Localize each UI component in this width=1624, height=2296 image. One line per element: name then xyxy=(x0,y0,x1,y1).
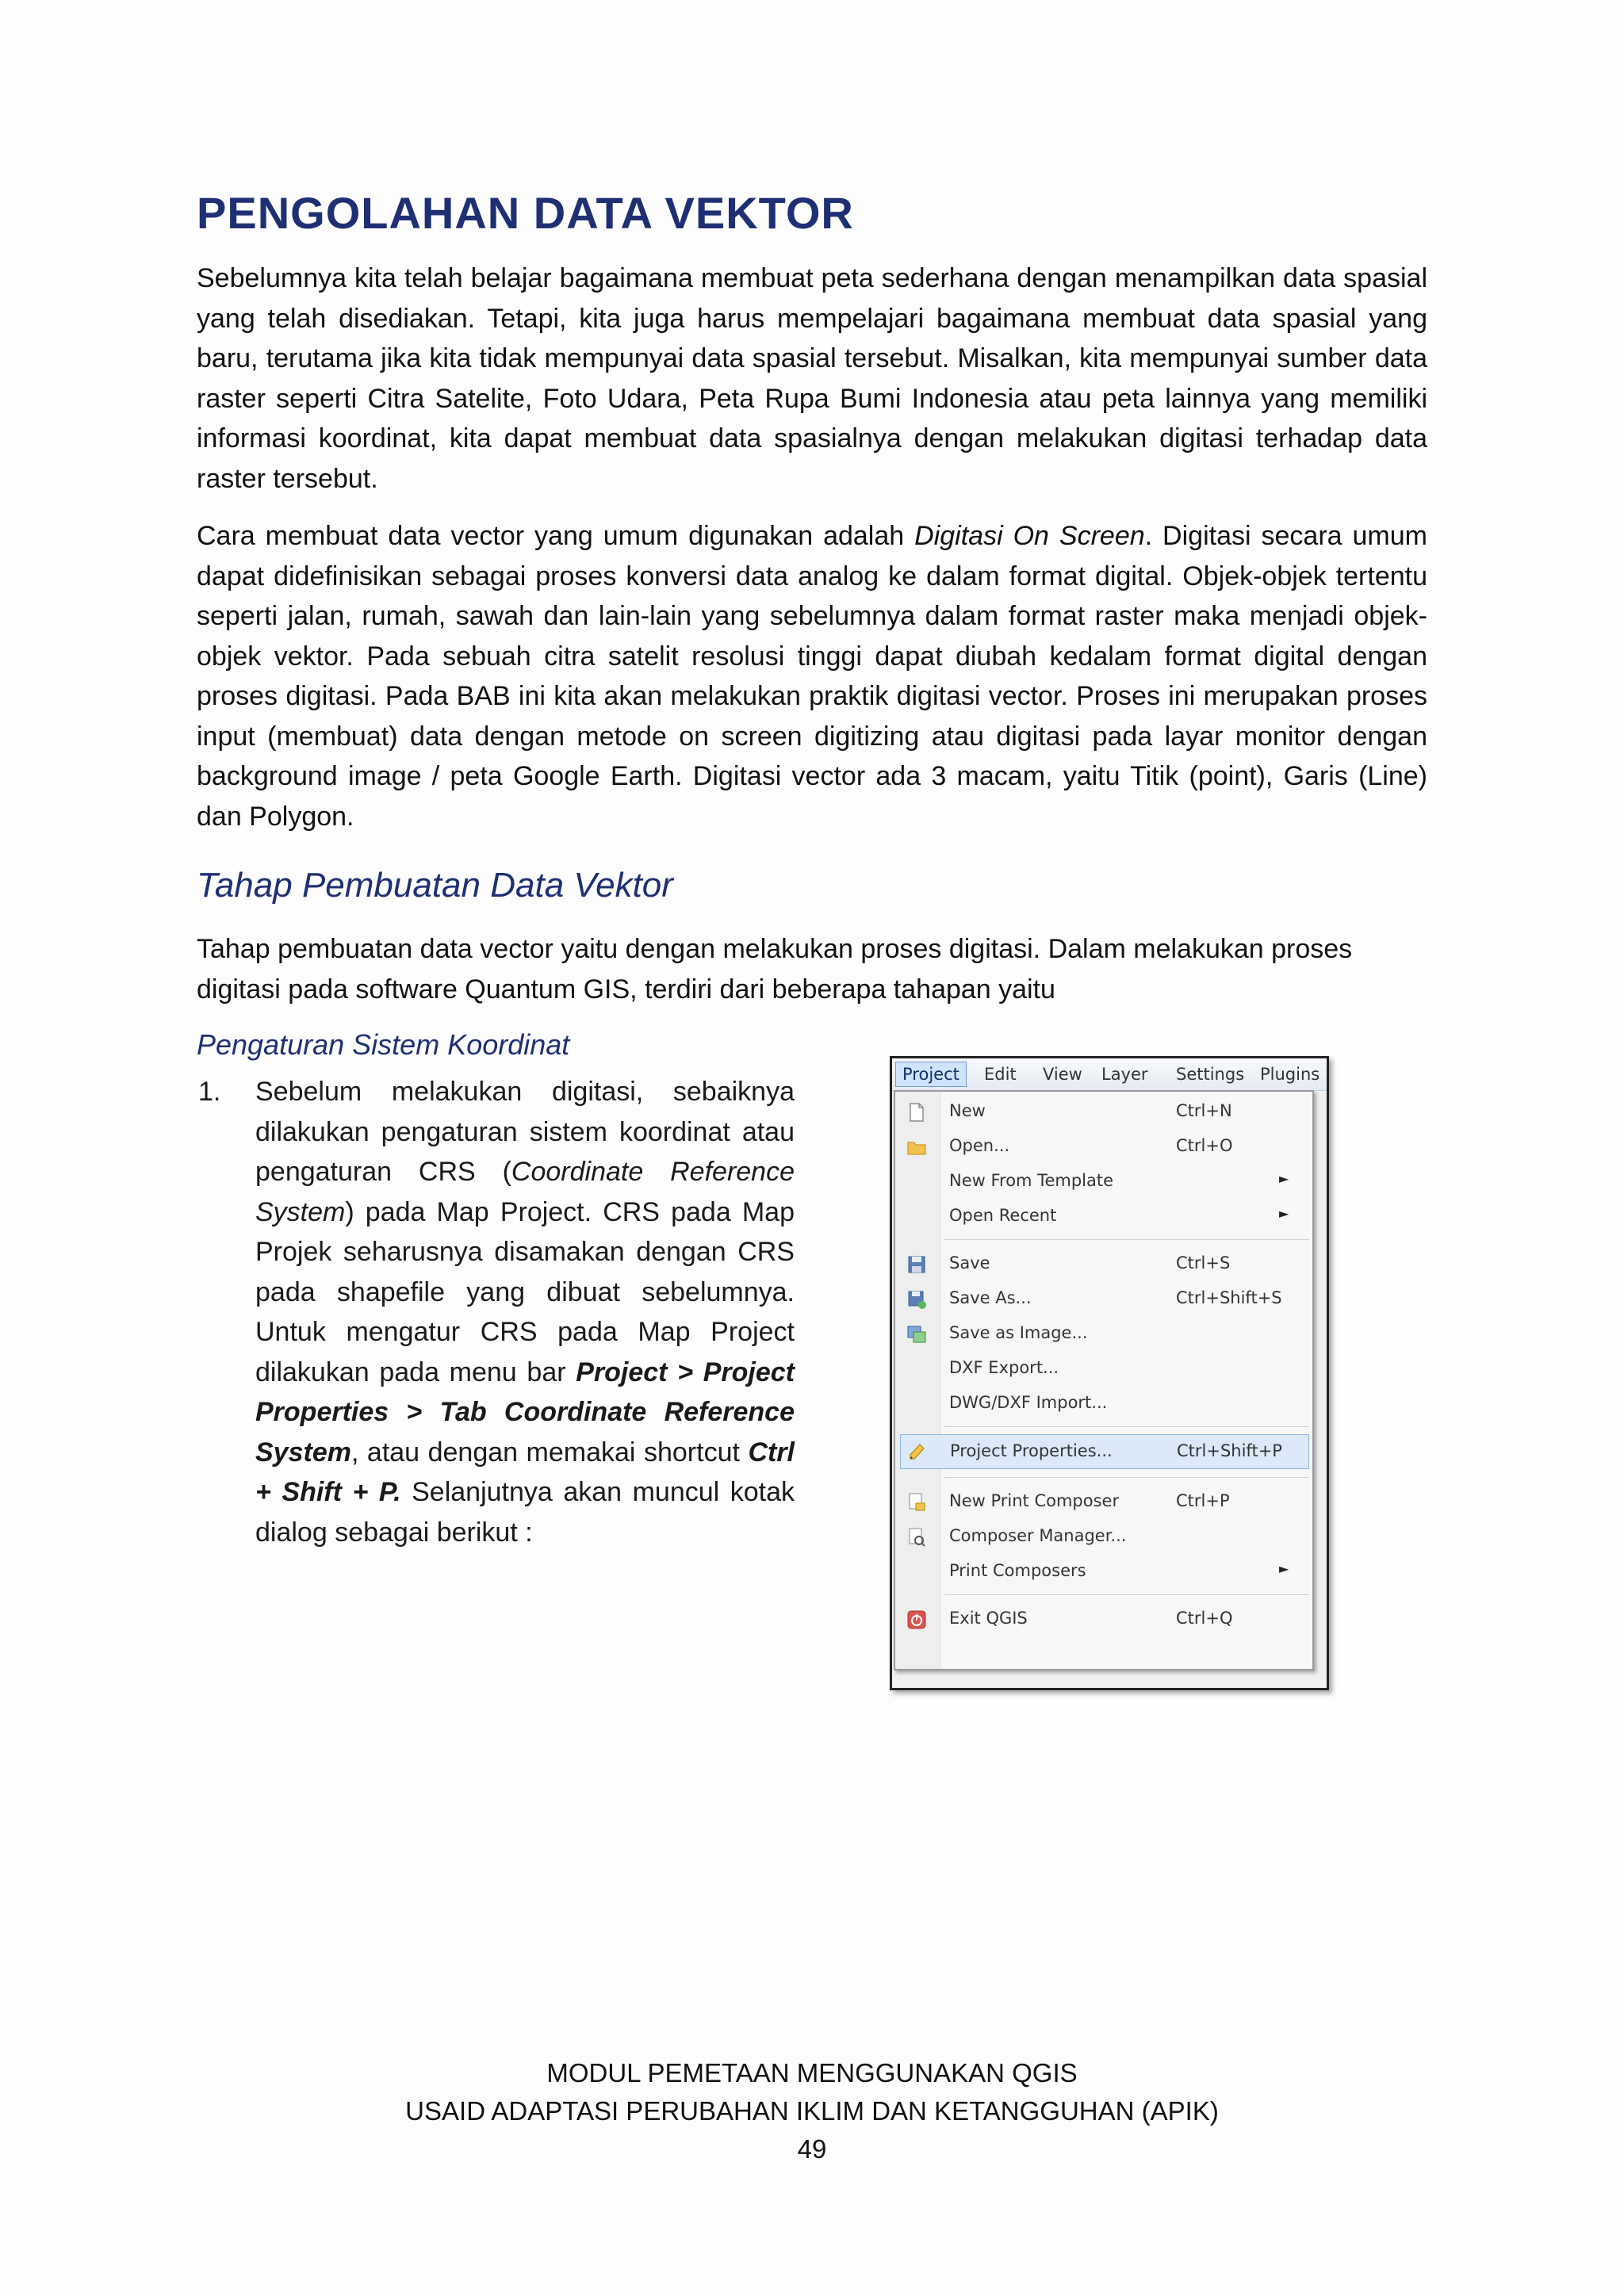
menu-label: Project Properties... xyxy=(950,1441,1113,1460)
paragraph-digitasi xyxy=(197,516,1427,836)
list-text-part1: Sebelum melakukan digitasi, sebaiknya dilakukan pengaturan sistem koordinat atau pengaturan CRS ( xyxy=(255,1077,795,1187)
menu-separator xyxy=(944,1477,1309,1478)
menu-item-exit-qgis[interactable] xyxy=(895,1602,1312,1637)
menu-shortcut: Ctrl+N xyxy=(1176,1101,1232,1120)
submenu-arrow-icon: ► xyxy=(1279,1561,1289,1576)
composer-manager-icon xyxy=(906,1527,927,1548)
menu-label: DXF Export... xyxy=(949,1358,1059,1377)
folder-icon xyxy=(906,1137,927,1158)
qgis-menubar xyxy=(892,1058,1327,1091)
menu-label: Exit QGIS xyxy=(949,1609,1028,1628)
print-composer-icon xyxy=(906,1492,927,1513)
menu-separator xyxy=(944,1426,1309,1427)
list-item-text xyxy=(255,1072,795,1552)
list-text-menu-path: Project > Project Properties > Tab Coordinate Reference System xyxy=(255,1357,795,1468)
new-file-icon xyxy=(906,1102,927,1123)
menu-label: DWG/DXF Import... xyxy=(949,1393,1108,1412)
menu-label: Open Recent xyxy=(949,1206,1057,1225)
submenu-arrow-icon: ► xyxy=(1279,1171,1289,1186)
paragraph-digitasi-part1: Cara membuat data vector yang umum digunakan adalah xyxy=(197,521,915,551)
list-text-part3: ) pada Map Project. CRS pada Map Projek seharusnya disamakan dengan CRS pada shapefile yang dibuat sebelumnya. Untuk mengatur CRS pada Map Project dilakukan pada menu bar xyxy=(255,1196,795,1387)
menubar-layer[interactable]: Layer xyxy=(1101,1065,1148,1084)
list-text-italic: Coordinate Reference System xyxy=(255,1157,795,1227)
menu-item-save[interactable] xyxy=(895,1247,1312,1282)
menu-item-composer-manager[interactable] xyxy=(895,1520,1312,1555)
menu-shortcut: Ctrl+Q xyxy=(1176,1609,1233,1628)
menu-label: New Print Composer xyxy=(949,1491,1120,1510)
save-as-icon xyxy=(906,1289,927,1310)
list-number: 1. xyxy=(198,1077,221,1107)
page-title: PENGOLAHAN DATA VEKTOR xyxy=(197,188,854,238)
menu-item-open[interactable] xyxy=(895,1130,1312,1165)
menu-item-dxf-export[interactable] xyxy=(895,1352,1312,1387)
menu-item-print-composers[interactable] xyxy=(895,1555,1312,1590)
page-number: 49 xyxy=(797,2134,827,2164)
footer-module-title: MODUL PEMETAAN MENGGUNAKAN QGIS xyxy=(546,2058,1078,2087)
menu-shortcut: Ctrl+Shift+S xyxy=(1176,1288,1282,1307)
menu-item-new-print-composer[interactable] xyxy=(895,1485,1312,1520)
menu-item-open-recent[interactable] xyxy=(895,1200,1312,1234)
menubar-plugins[interactable]: Plugins xyxy=(1260,1065,1320,1084)
list-text-part5: , atau dengan memakai shortcut xyxy=(350,1437,749,1468)
submenu-arrow-icon: ► xyxy=(1279,1206,1289,1221)
paragraph-digitasi-italic: Digitasi On Screen xyxy=(914,521,1145,551)
qgis-menu-screenshot xyxy=(890,1056,1329,1690)
menubar-project[interactable]: Project xyxy=(895,1062,967,1087)
menu-shortcut: Ctrl+O xyxy=(1176,1136,1233,1155)
menu-label: New xyxy=(949,1101,986,1120)
menu-label: Save xyxy=(949,1253,990,1272)
menu-separator xyxy=(944,1239,1309,1240)
list-text-part7: Selanjutnya akan muncul kotak dialog sebagai berikut : xyxy=(255,1477,795,1548)
menu-label: New From Template xyxy=(949,1171,1114,1190)
save-image-icon xyxy=(906,1324,927,1345)
menubar-view[interactable]: View xyxy=(1043,1065,1082,1084)
paragraph-intro: Sebelumnya kita telah belajar bagaimana membuat peta sederhana dengan menampilkan data spasial yang telah disediakan. Tetapi, kita juga harus mempelajari bagaimana membuat data spasial yang baru, terutama jika kita tidak mempunyai data spasial tersebut. Misalkan, kita mempunyai sumber data raster seperti Citra Satelite, Foto Udara, Peta Rupa Bumi Indonesia atau peta lainnya yang memiliki informasi koordinat, kita dapat membuat data spasialnya dengan melakukan digitasi terhadap data raster tersebut. xyxy=(197,263,1427,494)
paragraph-tahap: Tahap pembuatan data vector yaitu dengan melakukan proses digitasi. Dalam melakukan proses digitasi pada software Quantum GIS, terdiri dari beberapa tahapan yaitu xyxy=(197,934,1353,1004)
list-text-shortcut: Ctrl + Shift + P. xyxy=(255,1437,795,1507)
menubar-settings[interactable]: Settings xyxy=(1176,1065,1245,1084)
paragraph-digitasi-part2: . Digitasi secara umum dapat didefinisikan sebagai proses konversi data analog ke dalam format digital. Objek-objek tertentu seperti jalan, rumah, sawah dan lain-lain yang sebelumnya dalam format raster maka menjadi objek-objek vektor. Pada sebuah citra satelit resolusi tinggi dapat diubah kedalam format digital dengan proses digitasi. Pada BAB ini kita akan melakukan praktik digitasi vector. Proses ini merupakan proses input (membuat) data dengan metode on screen digitizing atau digitasi pada layar monitor dengan background image / peta Google Earth. Digitasi vector ada 3 macam, yaitu Titik (point), Garis (Line) dan Polygon. xyxy=(197,521,1427,832)
menu-separator xyxy=(944,1594,1309,1595)
menu-item-save-as-image[interactable] xyxy=(895,1317,1312,1352)
pencil-icon xyxy=(907,1442,928,1463)
footer-program-title: USAID ADAPTASI PERUBAHAN IKLIM DAN KETANGGUHAN (APIK) xyxy=(405,2096,1219,2126)
menu-label: Save As... xyxy=(949,1288,1032,1307)
menubar-edit[interactable]: Edit xyxy=(984,1065,1017,1084)
project-dropdown-menu xyxy=(894,1090,1314,1670)
menu-shortcut: Ctrl+S xyxy=(1176,1253,1231,1272)
exit-icon xyxy=(906,1609,927,1630)
menu-shortcut: Ctrl+Shift+P xyxy=(1177,1441,1282,1460)
menu-label: Open... xyxy=(949,1136,1010,1155)
menu-item-new[interactable] xyxy=(895,1095,1312,1130)
menu-label: Composer Manager... xyxy=(949,1526,1127,1545)
menu-label: Save as Image... xyxy=(949,1323,1088,1342)
menu-label: Print Composers xyxy=(949,1561,1086,1580)
menu-item-new-from-template[interactable] xyxy=(895,1165,1312,1200)
subsection-heading: Pengaturan Sistem Koordinat xyxy=(197,1028,570,1061)
menu-item-save-as[interactable] xyxy=(895,1282,1312,1317)
menu-item-project-properties[interactable] xyxy=(900,1434,1309,1469)
save-icon xyxy=(906,1254,927,1275)
section-heading: Tahap Pembuatan Data Vektor xyxy=(197,866,673,905)
menu-shortcut: Ctrl+P xyxy=(1176,1491,1230,1510)
menu-item-dwg-dxf-import[interactable] xyxy=(895,1387,1312,1422)
